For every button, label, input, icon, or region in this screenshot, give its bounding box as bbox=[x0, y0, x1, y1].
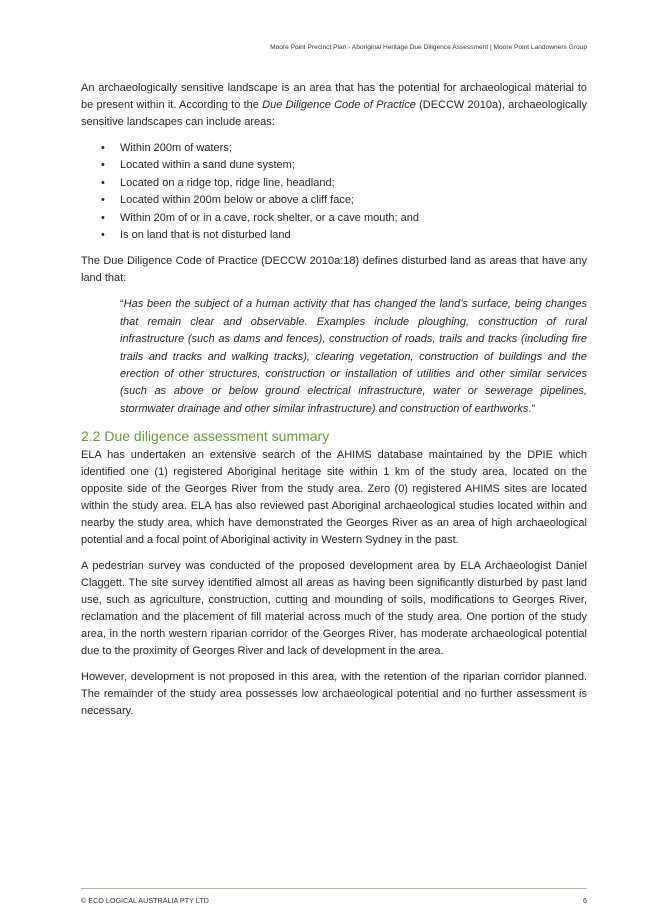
page-number: 6 bbox=[583, 896, 587, 905]
page-content bbox=[81, 80, 587, 720]
list-item bbox=[81, 175, 587, 192]
list-item-text: Located within 200m below or above a cliff face; bbox=[120, 194, 354, 207]
bullet-icon: • bbox=[101, 194, 105, 207]
section-paragraph: ELA has undertaken an extensive search of the AHIMS database maintained by the DPIE which identified one (1) registered Aboriginal heritage site within 1 km of the study area, located on the opposite side of the Georges River from the study area. Zero (0) registered AHIMS sites are located within the study area. ELA has also reviewed past Aboriginal archaeological studies located within and nearby the study area, which have demonstrated the Georges River as an area of high archaeological potential and a focal point of Aboriginal activity in Western Sydney in the past. bbox=[81, 449, 587, 547]
footer-rule bbox=[81, 888, 587, 889]
quote-open-mark: “ bbox=[120, 298, 124, 311]
list-item bbox=[81, 140, 587, 157]
sensitive-landscape-list bbox=[81, 140, 587, 244]
bullet-icon: • bbox=[101, 142, 105, 154]
list-item-text: Located on a ridge top, ridge line, headland; bbox=[120, 176, 335, 189]
section-heading: 2.2 Due diligence assessment summary bbox=[81, 428, 330, 445]
quote-text: Has been the subject of a human activity that has changed the land’s surface, being changes that remain clear and observable. Examples include ploughing, construction of rural infrastructure (such as dams and fences), construction of roads, trails and tracks (including fire trails and tracks and walking tracks), clearing vegetation, construction of buildings and the erection of other structures, construction or installation of utilities and other similar services (such as above or below ground electrical infrastructure, water or sewerage pipelines, stormwater drainage and other similar infrastructure) and construction of earthworks bbox=[120, 298, 587, 415]
bullet-icon: • bbox=[101, 176, 105, 189]
intro-text-start: An archaeologically sensitive landscape is an area that has the potential for archaeological material to be present within it. According to the bbox=[81, 82, 587, 111]
list-item bbox=[81, 210, 587, 227]
intro-paragraph bbox=[81, 80, 587, 131]
definition-quote bbox=[120, 296, 587, 418]
section-paragraph: A pedestrian survey was conducted of the proposed development area by ELA Archaeologist Daniel Claggett. The site survey identified almost all areas as having been significantly disturbed by past land use, such as agriculture, construction, cutting and mounding of soils, modifications to Georges River, reclamation and the placement of fill material across much of the study area. One portion of the study area, in the north western riparian corridor of the Georges River, has moderate archaeological potential due to the proximity of Georges River and lack of development in the area. bbox=[81, 560, 587, 658]
running-header: Moore Point Precinct Plan - Aboriginal Heritage Due Diligence Assessment | Moore Point Landowners Group bbox=[270, 44, 587, 51]
list-item-text: Within 200m of waters; bbox=[120, 142, 232, 154]
quote-close-mark: .” bbox=[528, 402, 536, 415]
section-paragraph: However, development is not proposed in this area, with the retention of the riparian corridor planned. The remainder of the study area possesses low archaeological potential and no further assessment is necessary. bbox=[81, 671, 587, 718]
code-title: Due Diligence Code of Practice bbox=[262, 99, 416, 111]
list-item-text: Is on land that is not disturbed land bbox=[120, 229, 291, 242]
list-item bbox=[81, 157, 587, 174]
list-item-text: Located within a sand dune system; bbox=[120, 159, 295, 172]
bullet-icon: • bbox=[101, 159, 105, 172]
list-item bbox=[81, 227, 587, 244]
intro-text-end: (DECCW 2010a), archaeologically sensitive landscapes can include areas: bbox=[81, 99, 587, 128]
disturbed-land-paragraph: The Due Diligence Code of Practice (DECCW 2010a:18) defines disturbed land as areas that have any land that: bbox=[81, 255, 587, 285]
footer-copyright: © ECO LOGICAL AUSTRALIA PTY LTD bbox=[81, 896, 209, 905]
bullet-icon: • bbox=[101, 229, 105, 242]
bullet-icon: • bbox=[101, 211, 105, 224]
list-item-text: Within 20m of or in a cave, rock shelter, or a cave mouth; and bbox=[120, 211, 419, 224]
list-item bbox=[81, 192, 587, 209]
